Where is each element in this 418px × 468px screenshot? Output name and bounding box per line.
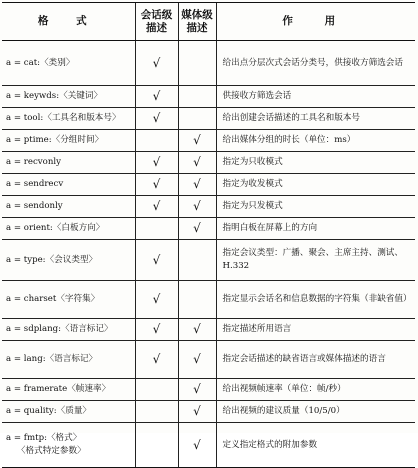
function-cell: 指定会议类型：广播、聚会、主席主持、测试、H.332 [216,240,415,281]
media-level-check [178,41,216,86]
session-level-check [135,423,178,468]
format-cell: a = lang:〈语言标记〉 [2,341,135,379]
session-level-check: √ [135,240,178,281]
session-level-check: √ [135,341,178,379]
format-cell: a = cat:〈类别〉 [2,41,135,86]
session-level-check: √ [135,196,178,218]
function-cell: 给出视频帧速率（单位：帧/秒） [216,379,415,401]
function-cell: 给出媒体分组的时长（单位：ms） [216,130,415,152]
function-cell: 给出点分层次式会话分类号，供接收方筛选会话 [216,41,415,86]
format-cell: a = recvonly [2,152,135,174]
function-cell: 指定描述所用语言 [216,319,415,341]
media-level-check: √ [178,341,216,379]
format-cell: a = ptime:〈分组时间〉 [2,130,135,152]
media-level-check: √ [178,423,216,468]
function-cell: 指定为只收模式 [216,152,415,174]
function-cell: 指定会话描述的缺省语言或媒体描述的语言 [216,341,415,379]
function-cell: 供接收方筛选会话 [216,86,415,108]
format-cell: a = sendrecv [2,174,135,196]
table-row [2,218,415,240]
session-level-check: √ [135,41,178,86]
media-level-check: √ [178,319,216,341]
format-cell: a = sendonly [2,196,135,218]
format-cell: a = quality:〈质量〉 [2,401,135,423]
media-level-check: √ [178,196,216,218]
media-level-check [178,240,216,281]
format-cell: a = charset〈字符集〉 [2,281,135,319]
function-cell: 指定为收发模式 [216,174,415,196]
function-cell: 指定显示会话名和信息数据的字符集（非缺省值） [216,281,415,319]
table-row [2,240,415,281]
format-cell: a = orient:〈白板方向〉 [2,218,135,240]
table-row [2,196,415,218]
sdp-attribute-table [2,2,415,468]
format-cell: a = tool:〈工具名和版本号〉 [2,108,135,130]
table-row [2,341,415,379]
session-level-check [135,379,178,401]
table-header [2,3,415,41]
session-level-check: √ [135,152,178,174]
table-row [2,130,415,152]
format-cell: a = framerate〈帧速率〉 [2,379,135,401]
table-row [2,401,415,423]
function-cell: 指定为只发模式 [216,196,415,218]
session-level-check: √ [135,281,178,319]
media-level-check [178,86,216,108]
function-cell: 给出创建会话描述的工具名和版本号 [216,108,415,130]
format-cell: a = type:〈会议类型〉 [2,240,135,281]
format-cell: a = sdplang:〈语言标记〉 [2,319,135,341]
media-level-check: √ [178,152,216,174]
session-level-check: √ [135,86,178,108]
session-level-check [135,218,178,240]
session-level-check [135,401,178,423]
header-media-level: 媒体级描述 [178,3,216,41]
session-level-check: √ [135,319,178,341]
media-level-check: √ [178,401,216,423]
media-level-check: √ [178,218,216,240]
table-row [2,86,415,108]
function-cell: 指明白板在屏幕上的方向 [216,218,415,240]
function-cell: 给出视频的建议质量（10/5/0） [216,401,415,423]
format-cell: a = keywds:〈关键词〉 [2,86,135,108]
media-level-check: √ [178,130,216,152]
table-row [2,379,415,401]
table-row [2,41,415,86]
table-row [2,281,415,319]
header-row [2,3,415,41]
media-level-check: √ [178,379,216,401]
session-level-check: √ [135,174,178,196]
session-level-check: √ [135,108,178,130]
header-session-level: 会话级描述 [135,3,178,41]
table-body [2,41,415,468]
table-row [2,423,415,468]
media-level-check [178,281,216,319]
header-format: 格 式 [2,3,135,41]
session-level-check [135,130,178,152]
table-row [2,152,415,174]
format-cell: a = fmtp:〈格式〉 〈格式特定参数〉 [2,423,135,468]
header-function: 作 用 [216,3,415,41]
media-level-check: √ [178,174,216,196]
function-cell: 定义指定格式的附加参数 [216,423,415,468]
table-row [2,174,415,196]
table-row [2,108,415,130]
table-row [2,319,415,341]
media-level-check [178,108,216,130]
